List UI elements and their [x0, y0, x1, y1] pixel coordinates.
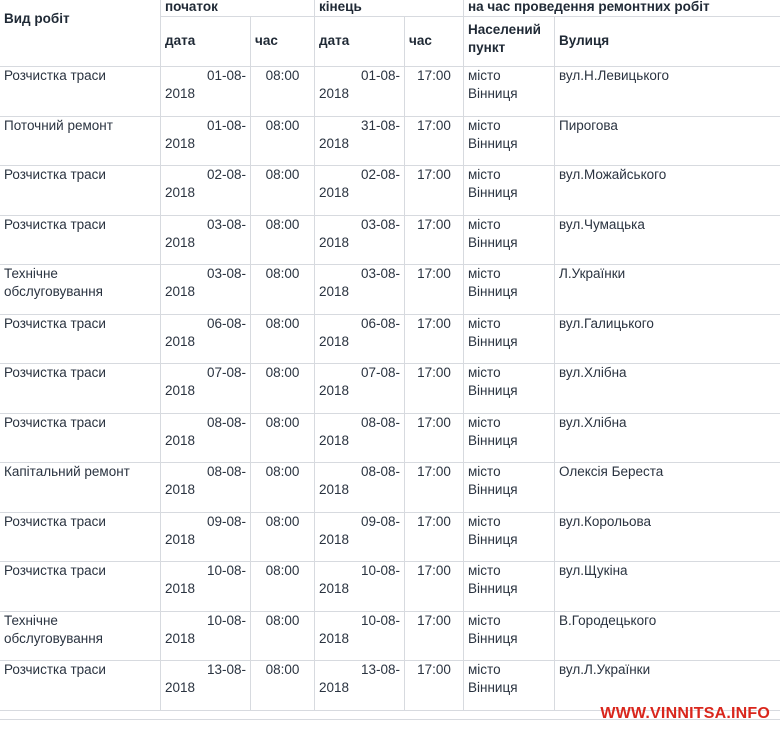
- end-date-year: 2018: [319, 630, 350, 646]
- end-time-cell: [405, 265, 464, 315]
- work-type-cell: [0, 265, 161, 315]
- table-row: [0, 611, 780, 661]
- work-type: Розчистка траси: [4, 414, 106, 430]
- end-date-year: 2018: [319, 531, 350, 547]
- start-date-day: 03-08-: [206, 266, 246, 281]
- street-cell: [555, 116, 780, 166]
- end-date-year: 2018: [319, 86, 350, 101]
- settlement-name: Вінниця: [468, 383, 518, 398]
- header-during-works: на час проведення ремонтних робіт: [464, 0, 780, 17]
- start-time: 08:00: [265, 414, 300, 430]
- settlement-type: місто: [468, 117, 501, 133]
- start-date-cell: [161, 265, 251, 315]
- work-type-cell: [0, 463, 161, 513]
- settlement-type: місто: [468, 662, 501, 677]
- start-date-cell: [161, 314, 251, 364]
- table-row: [0, 512, 780, 562]
- end-time-cell: [405, 611, 464, 661]
- start-date-year: 2018: [165, 482, 196, 497]
- start-time-cell: [251, 463, 315, 513]
- start-time-cell: [251, 512, 315, 562]
- end-time: 17:00: [417, 216, 451, 232]
- settlement-cell: [464, 215, 555, 265]
- work-type: Розчистка траси: [4, 563, 106, 578]
- start-time-cell: [251, 314, 315, 364]
- start-date-cell: [161, 463, 251, 513]
- end-date-year: 2018: [319, 185, 350, 200]
- settlement-name: Вінниця: [468, 86, 518, 101]
- start-time: 08:00: [265, 68, 300, 83]
- header-row-top: [0, 0, 780, 17]
- end-date-year: 2018: [319, 383, 350, 398]
- end-date-cell: [315, 364, 405, 414]
- start-date-cell: [161, 67, 251, 117]
- start-date-year: 2018: [165, 383, 196, 398]
- start-time: 08:00: [265, 365, 300, 380]
- street-name: В.Городецького: [559, 612, 657, 628]
- settlement-type: місто: [468, 464, 501, 479]
- settlement-cell: [464, 166, 555, 216]
- work-type-cell: [0, 116, 161, 166]
- settlement-cell: [464, 611, 555, 661]
- settlement-name: Вінниця: [468, 185, 518, 200]
- end-date-year: 2018: [319, 432, 350, 448]
- start-date-day: 01-08-: [206, 68, 246, 83]
- street-cell: [555, 611, 780, 661]
- end-date-year: 2018: [319, 482, 350, 497]
- street-name: вул.Щукіна: [559, 563, 628, 578]
- end-date-day: 03-08-: [360, 266, 401, 281]
- end-date-day: 06-08-: [360, 315, 401, 331]
- street-cell: [555, 562, 780, 612]
- work-type-cell: [0, 67, 161, 117]
- start-time-cell: [251, 661, 315, 711]
- street-name: Олексія Береста: [559, 464, 664, 479]
- end-date-day: 08-08-: [360, 464, 401, 479]
- end-date-year: 2018: [319, 135, 350, 151]
- header-end-time: час: [405, 17, 464, 67]
- end-date-cell: [315, 215, 405, 265]
- end-time-cell: [405, 314, 464, 364]
- settlement-cell: [464, 512, 555, 562]
- table-row: [0, 116, 780, 166]
- start-date-cell: [161, 215, 251, 265]
- settlement-name: Вінниця: [468, 432, 518, 448]
- header-start: початок: [161, 0, 315, 17]
- start-date-day: 06-08-: [206, 315, 246, 331]
- settlement-name: Вінниця: [468, 234, 518, 250]
- start-date-year: 2018: [165, 531, 196, 547]
- work-type: Поточний ремонт: [4, 117, 113, 133]
- start-date-year: 2018: [165, 234, 196, 250]
- start-time-cell: [251, 67, 315, 117]
- end-time-cell: [405, 166, 464, 216]
- start-date-year: 2018: [165, 581, 196, 596]
- site-watermark: WWW.VINNITSA.INFO: [600, 705, 770, 722]
- end-time-cell: [405, 512, 464, 562]
- start-date-day: 10-08-: [206, 563, 246, 578]
- start-date-day: 10-08-: [206, 612, 246, 628]
- settlement-name: Вінниця: [468, 581, 518, 596]
- table-row: [0, 413, 780, 463]
- street-cell: [555, 215, 780, 265]
- settlement-name: Вінниця: [468, 333, 518, 349]
- end-date-cell: [315, 611, 405, 661]
- end-date-day: 01-08-: [360, 68, 401, 83]
- end-date-day: 09-08-: [360, 513, 401, 529]
- street-name: вул.Л.Українки: [559, 662, 651, 677]
- work-type-cell: [0, 661, 161, 711]
- settlement-cell: [464, 661, 555, 711]
- end-time: 17:00: [417, 662, 451, 677]
- end-time: 17:00: [417, 464, 451, 479]
- work-type-cell: [0, 364, 161, 414]
- start-time: 08:00: [265, 464, 300, 479]
- start-time-cell: [251, 116, 315, 166]
- end-date-year: 2018: [319, 680, 350, 695]
- settlement-cell: [464, 265, 555, 315]
- work-type: Технічне обслуговування: [4, 612, 103, 646]
- settlement-name: Вінниця: [468, 630, 518, 646]
- settlement-name: Вінниця: [468, 531, 518, 547]
- end-date-cell: [315, 512, 405, 562]
- end-time-cell: [405, 364, 464, 414]
- end-date-year: 2018: [319, 333, 350, 349]
- end-date-day: 02-08-: [360, 167, 401, 182]
- end-date-cell: [315, 413, 405, 463]
- table-row: [0, 265, 780, 315]
- table-row: [0, 562, 780, 612]
- work-type: Розчистка траси: [4, 365, 106, 380]
- start-date-day: 08-08-: [206, 464, 246, 479]
- start-time-cell: [251, 562, 315, 612]
- end-date-cell: [315, 67, 405, 117]
- start-date-day: 07-08-: [206, 365, 246, 380]
- end-date-cell: [315, 265, 405, 315]
- end-date-day: 08-08-: [360, 414, 401, 430]
- end-time: 17:00: [417, 68, 451, 83]
- street-name: вул.Н.Левицького: [559, 68, 670, 83]
- end-time-cell: [405, 463, 464, 513]
- work-type: Розчистка траси: [4, 513, 106, 529]
- table-row: [0, 215, 780, 265]
- start-date-day: 08-08-: [206, 414, 246, 430]
- street-name: Пирогова: [559, 117, 618, 133]
- end-time: 17:00: [417, 167, 451, 182]
- work-type: Розчистка траси: [4, 216, 106, 232]
- start-time-cell: [251, 364, 315, 414]
- start-time-cell: [251, 265, 315, 315]
- end-time-cell: [405, 116, 464, 166]
- settlement-type: місто: [468, 68, 501, 83]
- end-date-cell: [315, 661, 405, 711]
- settlement-type: місто: [468, 315, 501, 331]
- start-date-year: 2018: [165, 86, 196, 101]
- work-type-cell: [0, 215, 161, 265]
- end-date-day: 13-08-: [360, 662, 401, 677]
- end-date-cell: [315, 116, 405, 166]
- work-type: Розчистка траси: [4, 662, 106, 677]
- end-time: 17:00: [417, 513, 451, 529]
- work-type: Капітальний ремонт: [4, 464, 130, 479]
- start-time: 08:00: [265, 167, 300, 182]
- table-row: [0, 314, 780, 364]
- work-type: Технічне обслуговування: [4, 266, 103, 299]
- settlement-type: місто: [468, 167, 501, 182]
- table-row: [0, 166, 780, 216]
- street-name: вул.Корольова: [559, 513, 652, 529]
- end-time-cell: [405, 661, 464, 711]
- work-type-cell: [0, 314, 161, 364]
- start-date-year: 2018: [165, 333, 196, 349]
- start-time: 08:00: [265, 513, 300, 529]
- start-date-year: 2018: [165, 185, 196, 200]
- start-date-cell: [161, 512, 251, 562]
- end-date-year: 2018: [319, 581, 350, 596]
- start-time: 08:00: [265, 662, 300, 677]
- end-date-cell: [315, 166, 405, 216]
- header-work-type: Вид робіт: [0, 0, 161, 67]
- work-type: Розчистка траси: [4, 167, 106, 182]
- street-name: вул.Галицького: [559, 315, 654, 331]
- settlement-cell: [464, 67, 555, 117]
- work-type-cell: [0, 413, 161, 463]
- header-settlement: Населений пункт: [464, 17, 555, 67]
- start-date-cell: [161, 661, 251, 711]
- end-date-cell: [315, 562, 405, 612]
- start-date-cell: [161, 562, 251, 612]
- street-cell: [555, 364, 780, 414]
- end-time-cell: [405, 413, 464, 463]
- street-name: Л.Українки: [559, 266, 626, 281]
- settlement-cell: [464, 314, 555, 364]
- start-time: 08:00: [265, 563, 300, 578]
- end-time: 17:00: [417, 414, 451, 430]
- end-date-cell: [315, 463, 405, 513]
- end-time: 17:00: [417, 563, 451, 578]
- settlement-type: місто: [468, 365, 501, 380]
- start-date-year: 2018: [165, 680, 196, 695]
- header-end: кінець: [315, 0, 464, 17]
- end-time: 17:00: [417, 117, 451, 133]
- start-date-day: 02-08-: [206, 167, 246, 182]
- settlement-cell: [464, 413, 555, 463]
- table-row: [0, 661, 780, 711]
- work-type-cell: [0, 611, 161, 661]
- settlement-name: Вінниця: [468, 135, 518, 151]
- start-time-cell: [251, 413, 315, 463]
- end-date-day: 10-08-: [360, 612, 401, 628]
- header-end-date: дата: [315, 17, 405, 67]
- end-time: 17:00: [417, 365, 451, 380]
- start-date-year: 2018: [165, 630, 196, 646]
- work-type-cell: [0, 512, 161, 562]
- header-street: Вулиця: [555, 17, 780, 67]
- start-date-day: 13-08-: [206, 662, 246, 677]
- settlement-name: Вінниця: [468, 482, 518, 497]
- settlement-cell: [464, 463, 555, 513]
- settlement-type: місто: [468, 513, 501, 529]
- settlement-type: місто: [468, 414, 501, 430]
- table-row: [0, 463, 780, 513]
- work-type-cell: [0, 562, 161, 612]
- end-time-cell: [405, 67, 464, 117]
- end-date-year: 2018: [319, 284, 350, 299]
- settlement-name: Вінниця: [468, 680, 518, 695]
- street-cell: [555, 463, 780, 513]
- street-cell: [555, 67, 780, 117]
- header-start-date: дата: [161, 17, 251, 67]
- end-date-day: 03-08-: [360, 216, 401, 232]
- street-name: вул.Хлібна: [559, 414, 627, 430]
- settlement-type: місто: [468, 563, 501, 578]
- start-date-year: 2018: [165, 135, 196, 151]
- settlement-cell: [464, 116, 555, 166]
- street-cell: [555, 314, 780, 364]
- settlement-name: Вінниця: [468, 284, 518, 299]
- settlement-type: місто: [468, 266, 501, 281]
- start-time: 08:00: [265, 612, 300, 628]
- start-date-cell: [161, 116, 251, 166]
- street-cell: [555, 661, 780, 711]
- work-type-cell: [0, 166, 161, 216]
- start-time-cell: [251, 215, 315, 265]
- street-name: вул.Можайського: [559, 167, 667, 182]
- end-date-day: 07-08-: [360, 365, 401, 380]
- start-date-year: 2018: [165, 284, 196, 299]
- start-time: 08:00: [265, 266, 300, 281]
- street-name: вул.Хлібна: [559, 365, 627, 380]
- end-time: 17:00: [417, 315, 451, 331]
- start-date-cell: [161, 611, 251, 661]
- street-name: вул.Чумацька: [559, 216, 645, 232]
- end-date-year: 2018: [319, 234, 350, 250]
- start-time-cell: [251, 166, 315, 216]
- start-date-day: 09-08-: [206, 513, 246, 529]
- street-cell: [555, 413, 780, 463]
- start-time: 08:00: [265, 117, 300, 133]
- start-date-day: 03-08-: [206, 216, 246, 232]
- work-type: Розчистка траси: [4, 315, 106, 331]
- settlement-cell: [464, 562, 555, 612]
- start-date-year: 2018: [165, 432, 196, 448]
- end-time-cell: [405, 562, 464, 612]
- start-date-day: 01-08-: [206, 117, 246, 133]
- street-cell: [555, 166, 780, 216]
- work-type: Розчистка траси: [4, 68, 106, 83]
- table-row: [0, 364, 780, 414]
- settlement-type: місто: [468, 216, 501, 232]
- end-time: 17:00: [417, 266, 451, 281]
- end-date-day: 31-08-: [360, 117, 401, 133]
- start-date-cell: [161, 413, 251, 463]
- start-time-cell: [251, 611, 315, 661]
- street-cell: [555, 512, 780, 562]
- end-date-day: 10-08-: [360, 563, 401, 578]
- end-time-cell: [405, 215, 464, 265]
- start-time: 08:00: [265, 315, 300, 331]
- table-row: [0, 67, 780, 117]
- end-date-cell: [315, 314, 405, 364]
- settlement-type: місто: [468, 612, 501, 628]
- start-date-cell: [161, 364, 251, 414]
- end-time: 17:00: [417, 612, 451, 628]
- header-start-time: час: [251, 17, 315, 67]
- settlement-cell: [464, 364, 555, 414]
- start-date-cell: [161, 166, 251, 216]
- start-time: 08:00: [265, 216, 300, 232]
- street-cell: [555, 265, 780, 315]
